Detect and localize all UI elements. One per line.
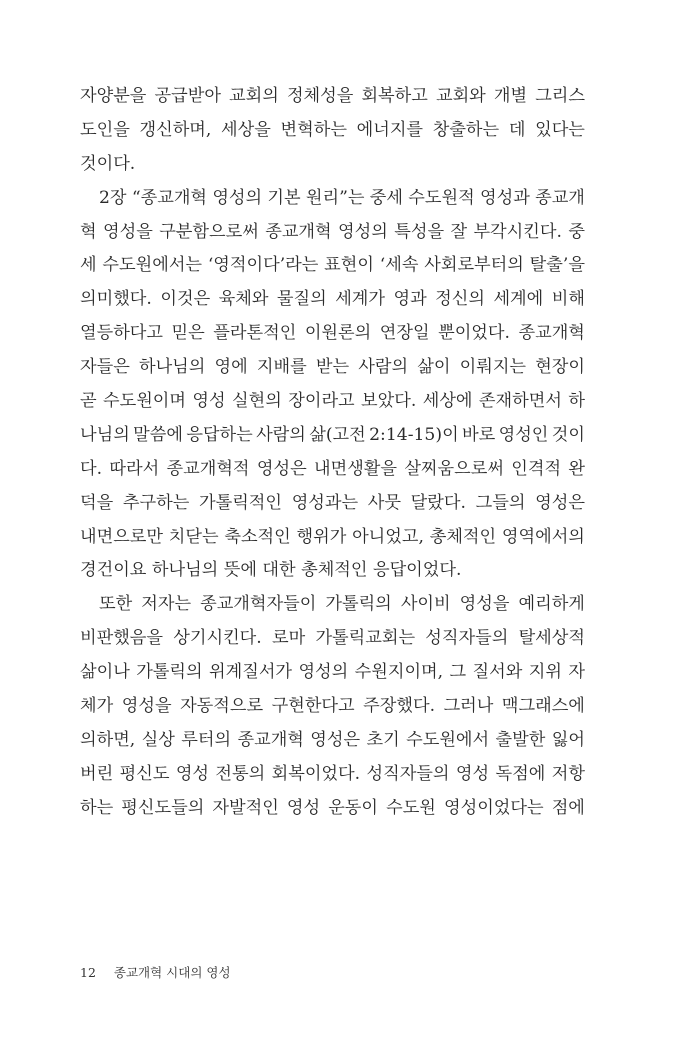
word: 구분함으로써 — [159, 221, 259, 242]
word: 자동적으로 — [180, 696, 264, 717]
text-line — [80, 283, 585, 317]
word: 종교개 — [535, 187, 585, 208]
word: 지배를 — [256, 357, 307, 378]
word: 그러나 — [443, 696, 494, 717]
word: 영성은 — [256, 458, 307, 479]
word: 나님의 — [80, 424, 130, 445]
text-line — [80, 216, 585, 250]
word: 회복이었다. — [271, 763, 361, 784]
word: 이원론의 — [304, 323, 372, 344]
word: 종교개혁자들이 — [200, 594, 317, 615]
word: 탈출’을 — [529, 255, 585, 276]
word: 바로 — [462, 424, 496, 445]
word: 따라서 — [109, 458, 160, 479]
word: 전통의 — [215, 763, 266, 784]
text-line — [80, 351, 585, 385]
word: “종교개혁 — [131, 187, 208, 208]
word: ‘영적이다’라는 — [207, 255, 319, 276]
word: 예리하게 — [518, 594, 585, 615]
text-line — [80, 453, 585, 487]
word: 데 — [508, 119, 526, 140]
word: 세계가 — [335, 289, 386, 310]
word: 평신도 — [119, 763, 170, 784]
word: 영성과는 — [291, 492, 359, 513]
word: 행위가 — [296, 526, 347, 547]
word: 것이 — [551, 424, 585, 445]
word: 세계에 — [493, 289, 544, 310]
word: 덕을 — [80, 492, 114, 513]
text-line — [80, 724, 585, 758]
word: 영성을 — [103, 221, 153, 242]
word: 수도원 — [386, 797, 436, 818]
word: 맥그래스에 — [501, 696, 585, 717]
word: 성직자들의 — [425, 628, 509, 649]
word: 지위 — [528, 662, 562, 683]
word: 영성 — [455, 763, 490, 784]
word: 루터의 — [181, 729, 232, 750]
word: 응답하는 — [186, 424, 253, 445]
word: 추구하는 — [122, 492, 190, 513]
word: 가톨릭적인 — [198, 492, 283, 513]
word: 가톨릭의 — [136, 662, 203, 683]
word: 비해 — [551, 289, 585, 310]
page-footer — [80, 963, 231, 981]
word: 이뤄지는 — [459, 357, 527, 378]
word: 의하면, — [80, 729, 136, 750]
word: 저항 — [551, 763, 585, 784]
word: 완 — [568, 458, 585, 479]
word: 내면생활을 — [313, 458, 398, 479]
word: 혁 — [80, 221, 97, 242]
word: 영성 — [286, 797, 321, 818]
word: 영성이었다는 — [443, 797, 544, 818]
word: 있다는 — [535, 119, 585, 140]
word: 플라톤적인 — [213, 323, 297, 344]
word: 질서와 — [472, 662, 523, 683]
word: 버린 — [80, 763, 114, 784]
word: 영성 — [192, 391, 226, 412]
word: 평신도들의 — [121, 797, 205, 818]
text-line — [80, 80, 585, 114]
word: 하나님의 — [138, 357, 206, 378]
text-line — [80, 182, 585, 216]
word: 자양분을 — [80, 86, 147, 106]
word: 영성 — [175, 763, 210, 784]
word: 그들의 — [475, 492, 526, 513]
word: 하는 — [80, 797, 114, 818]
word: 수도원에서 — [406, 729, 490, 750]
text-line — [80, 690, 585, 724]
word: 기본 — [267, 187, 301, 208]
word: 출발한 — [495, 729, 546, 750]
word: 상기시킨다. — [173, 628, 262, 649]
word: 에너지를 — [356, 119, 424, 140]
word: ‘세속 — [379, 255, 419, 276]
word: 운동이 — [328, 797, 379, 818]
word: 물질의 — [276, 289, 327, 310]
word: 삶이나 — [80, 662, 130, 683]
word: 영역에서의 — [501, 526, 585, 547]
word: 영성인 — [498, 424, 549, 445]
word: 존재하면서 — [478, 391, 562, 412]
paragraph-2 — [80, 182, 585, 589]
word: 표현이 — [324, 255, 374, 276]
text-line — [80, 487, 585, 521]
page-number: 12 — [80, 965, 96, 980]
word: 저자는 — [141, 594, 192, 615]
word: 사뭇 — [367, 492, 401, 513]
word: 공급받아 — [154, 86, 221, 106]
word: 로마 — [271, 628, 306, 649]
word: 2:14-15)이 — [369, 424, 459, 445]
text-line: 경건이요 하나님의 뜻에 대한 총체적인 응답이었다. — [80, 560, 462, 581]
text-line — [80, 249, 585, 283]
word: 삶(고전 — [309, 424, 366, 445]
text-line — [80, 656, 585, 690]
word: 가톨릭의 — [325, 594, 392, 615]
word: 수원지이며, — [354, 662, 444, 683]
word: 원리”는 — [305, 187, 365, 208]
word: 사이비 — [400, 594, 451, 615]
word: 종교개혁 — [518, 323, 585, 344]
word: 의미했다. — [80, 289, 152, 310]
word: 그리스 — [535, 86, 585, 106]
word: 영성의 — [338, 221, 388, 242]
word: 믿은 — [171, 323, 205, 344]
word: 또한 — [99, 594, 133, 615]
page-body — [80, 80, 585, 826]
word: 교회의 — [229, 86, 279, 106]
word: 달랐다. — [410, 492, 466, 513]
word: 하 — [568, 391, 585, 412]
text-line: 것이다. — [80, 153, 136, 174]
word: 중세 — [369, 187, 404, 208]
word: 뿐이었다. — [438, 323, 510, 344]
word: 살찌움으로써 — [404, 458, 504, 479]
word: 열등하다고 — [80, 323, 164, 344]
word: 위계질서가 — [209, 662, 293, 683]
word: 교회와 — [435, 86, 486, 106]
word: 다. — [80, 458, 103, 479]
word: 이것은 — [160, 289, 211, 310]
word: 영성은 — [310, 729, 361, 750]
word: 종교개혁 — [237, 729, 304, 750]
word: 실상 — [141, 729, 175, 750]
word: 삶이 — [417, 357, 451, 378]
word: 영에 — [214, 357, 248, 378]
word: 연장일 — [379, 323, 430, 344]
word: 주장했다. — [363, 696, 436, 717]
word: 현장이 — [535, 357, 585, 378]
text-line — [80, 419, 585, 453]
word: 육체와 — [218, 289, 269, 310]
word: 종교개혁 — [265, 221, 332, 242]
word: 영성을 — [459, 594, 510, 615]
word: 잃어 — [551, 729, 585, 750]
word: 자발적인 — [212, 797, 279, 818]
word: 가톨릭교회는 — [315, 628, 416, 649]
word: 성직자들의 — [366, 763, 450, 784]
word: 말씀에 — [133, 424, 183, 445]
word: 영성을 — [121, 696, 172, 717]
word: 갱신하며, — [139, 119, 212, 140]
word: 구현한다고 — [271, 696, 355, 717]
word: 세상을 — [221, 119, 271, 140]
word: 영성의 — [298, 662, 349, 683]
word: 아니었고, — [352, 526, 424, 547]
word: 탈세상적 — [518, 628, 585, 649]
running-title: 종교개혁 시대의 영성 — [113, 965, 231, 980]
word: 실현의 — [232, 391, 282, 412]
word: 사회로부터의 — [424, 255, 524, 276]
text-line — [80, 622, 585, 656]
word: 회복하고 — [361, 86, 428, 106]
text-line — [80, 317, 585, 351]
word: 초기 — [366, 729, 400, 750]
word: 특성을 — [394, 221, 445, 242]
word: 부각시킨다. — [473, 221, 562, 242]
text-line — [80, 588, 585, 622]
word: 개별 — [493, 86, 528, 106]
text-line — [80, 792, 585, 826]
word: 중 — [568, 221, 585, 242]
word: 축소적인 — [224, 526, 291, 547]
word: 자 — [568, 662, 585, 683]
word: 정체성을 — [286, 86, 354, 106]
word: 곧 — [80, 391, 97, 412]
word: 수도원적 — [408, 187, 475, 208]
word: 체가 — [80, 696, 114, 717]
word: 수도원이며 — [103, 391, 187, 412]
paragraph-1 — [80, 80, 585, 182]
word: 총체적인 — [429, 526, 497, 547]
word: 세상에 — [422, 391, 473, 412]
word: 종교개혁적 — [166, 458, 250, 479]
word: 정신의 — [435, 289, 485, 310]
word: 장이라고 — [288, 391, 355, 412]
word: 영성과 — [480, 187, 530, 208]
word: 보았다. — [361, 391, 417, 412]
word: 영성은 — [535, 492, 585, 513]
word: 수도원에서는 — [102, 255, 203, 276]
text-line — [80, 521, 585, 555]
word: 내면으로만 — [80, 526, 164, 547]
word: 자들은 — [80, 357, 130, 378]
word: 창출하는 — [432, 119, 500, 140]
word: 받는 — [315, 357, 350, 378]
word: 인격적 — [511, 458, 562, 479]
word: 사람의 — [256, 424, 306, 445]
word: 영과 — [393, 289, 427, 310]
word: 비판했음을 — [80, 628, 164, 649]
word: 도인을 — [80, 119, 130, 140]
word: 치닫는 — [168, 526, 219, 547]
paragraph-3 — [80, 588, 585, 825]
word: 영성의 — [212, 187, 263, 208]
text-line — [80, 114, 585, 148]
text-line — [80, 385, 585, 419]
word: 잘 — [450, 221, 468, 242]
word: 점에 — [551, 797, 585, 818]
word: 2장 — [99, 187, 127, 208]
word: 세 — [80, 255, 97, 276]
word: 변혁하는 — [280, 119, 347, 140]
word: 독점에 — [495, 763, 546, 784]
text-line — [80, 758, 585, 792]
word: 그 — [449, 662, 467, 683]
word: 사람의 — [358, 357, 409, 378]
